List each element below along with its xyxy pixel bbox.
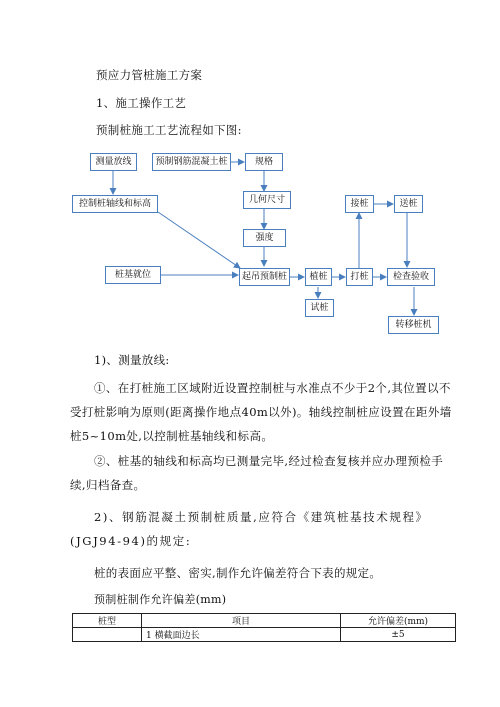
cell-tolerance: ±5 (341, 628, 456, 642)
subsection-measure: 1)、测量放线: (94, 353, 170, 367)
paragraph-quality-standard: 2)、钢筋混凝土预制桩质量,应符合《建筑桩基技术规程》(JGJ94-94)的规定: (70, 510, 429, 548)
paragraph-surface: 桩的表面应平整、密实,制作允许偏差符合下表的规定。 (94, 566, 382, 580)
flowchart-intro: 预制桩施工工艺流程如下图: (96, 123, 242, 137)
flow-node-transfer: 转移桩机 (388, 316, 439, 334)
arrow-control-to-lift (158, 212, 240, 268)
table-caption: 预制桩制作允许偏差(mm) (94, 593, 227, 606)
flow-node-position: 桩基就位 (105, 266, 161, 284)
document-title: 预应力管桩施工方案 (96, 68, 203, 82)
header-pile-type: 桩型 (73, 614, 142, 628)
table-header-row (73, 614, 456, 628)
table-row (73, 628, 456, 642)
flow-node-trial: 试桩 (305, 299, 334, 317)
flow-node-strength: 强度 (243, 229, 286, 247)
header-item: 项目 (142, 614, 341, 628)
flow-node-connect: 接桩 (345, 195, 374, 213)
header-tolerance: 允许偏差(mm) (341, 614, 456, 628)
paragraph-control-points: ①、在打桩施工区域附近设置控制桩与水准点不少于2个,其位置以不受打桩影响为原则(距离操作地点40m以外)。轴线控制桩应设置在距外墙桩5~10m处,以控制桩基轴线和标高。 (70, 381, 452, 443)
flow-node-spec: 规格 (245, 153, 283, 171)
flow-node-measure: 测量放线 (90, 153, 137, 171)
flow-node-lift: 起吊预制桩 (239, 268, 290, 286)
flow-node-pile: 植桩 (305, 268, 332, 286)
flow-node-drive: 打桩 (346, 268, 373, 286)
section-heading: 1、施工操作工艺 (96, 96, 187, 110)
flow-node-control: 控制桩轴线和标高 (72, 195, 158, 213)
cell-pile-type (73, 628, 142, 642)
flow-node-send: 送桩 (394, 195, 423, 213)
cell-item: 1 横截面边长 (142, 628, 341, 642)
deviation-table (72, 613, 456, 642)
flow-node-size: 几何尺寸 (243, 191, 291, 209)
flow-node-precast: 预制钢筋混凝土桩 (152, 153, 231, 171)
paragraph-axis-check: ②、桩基的轴线和标高均已测量完毕,经过检查复核并应办理预检手续,归档备查。 (70, 454, 444, 492)
flow-node-inspect: 检查验收 (387, 268, 435, 286)
